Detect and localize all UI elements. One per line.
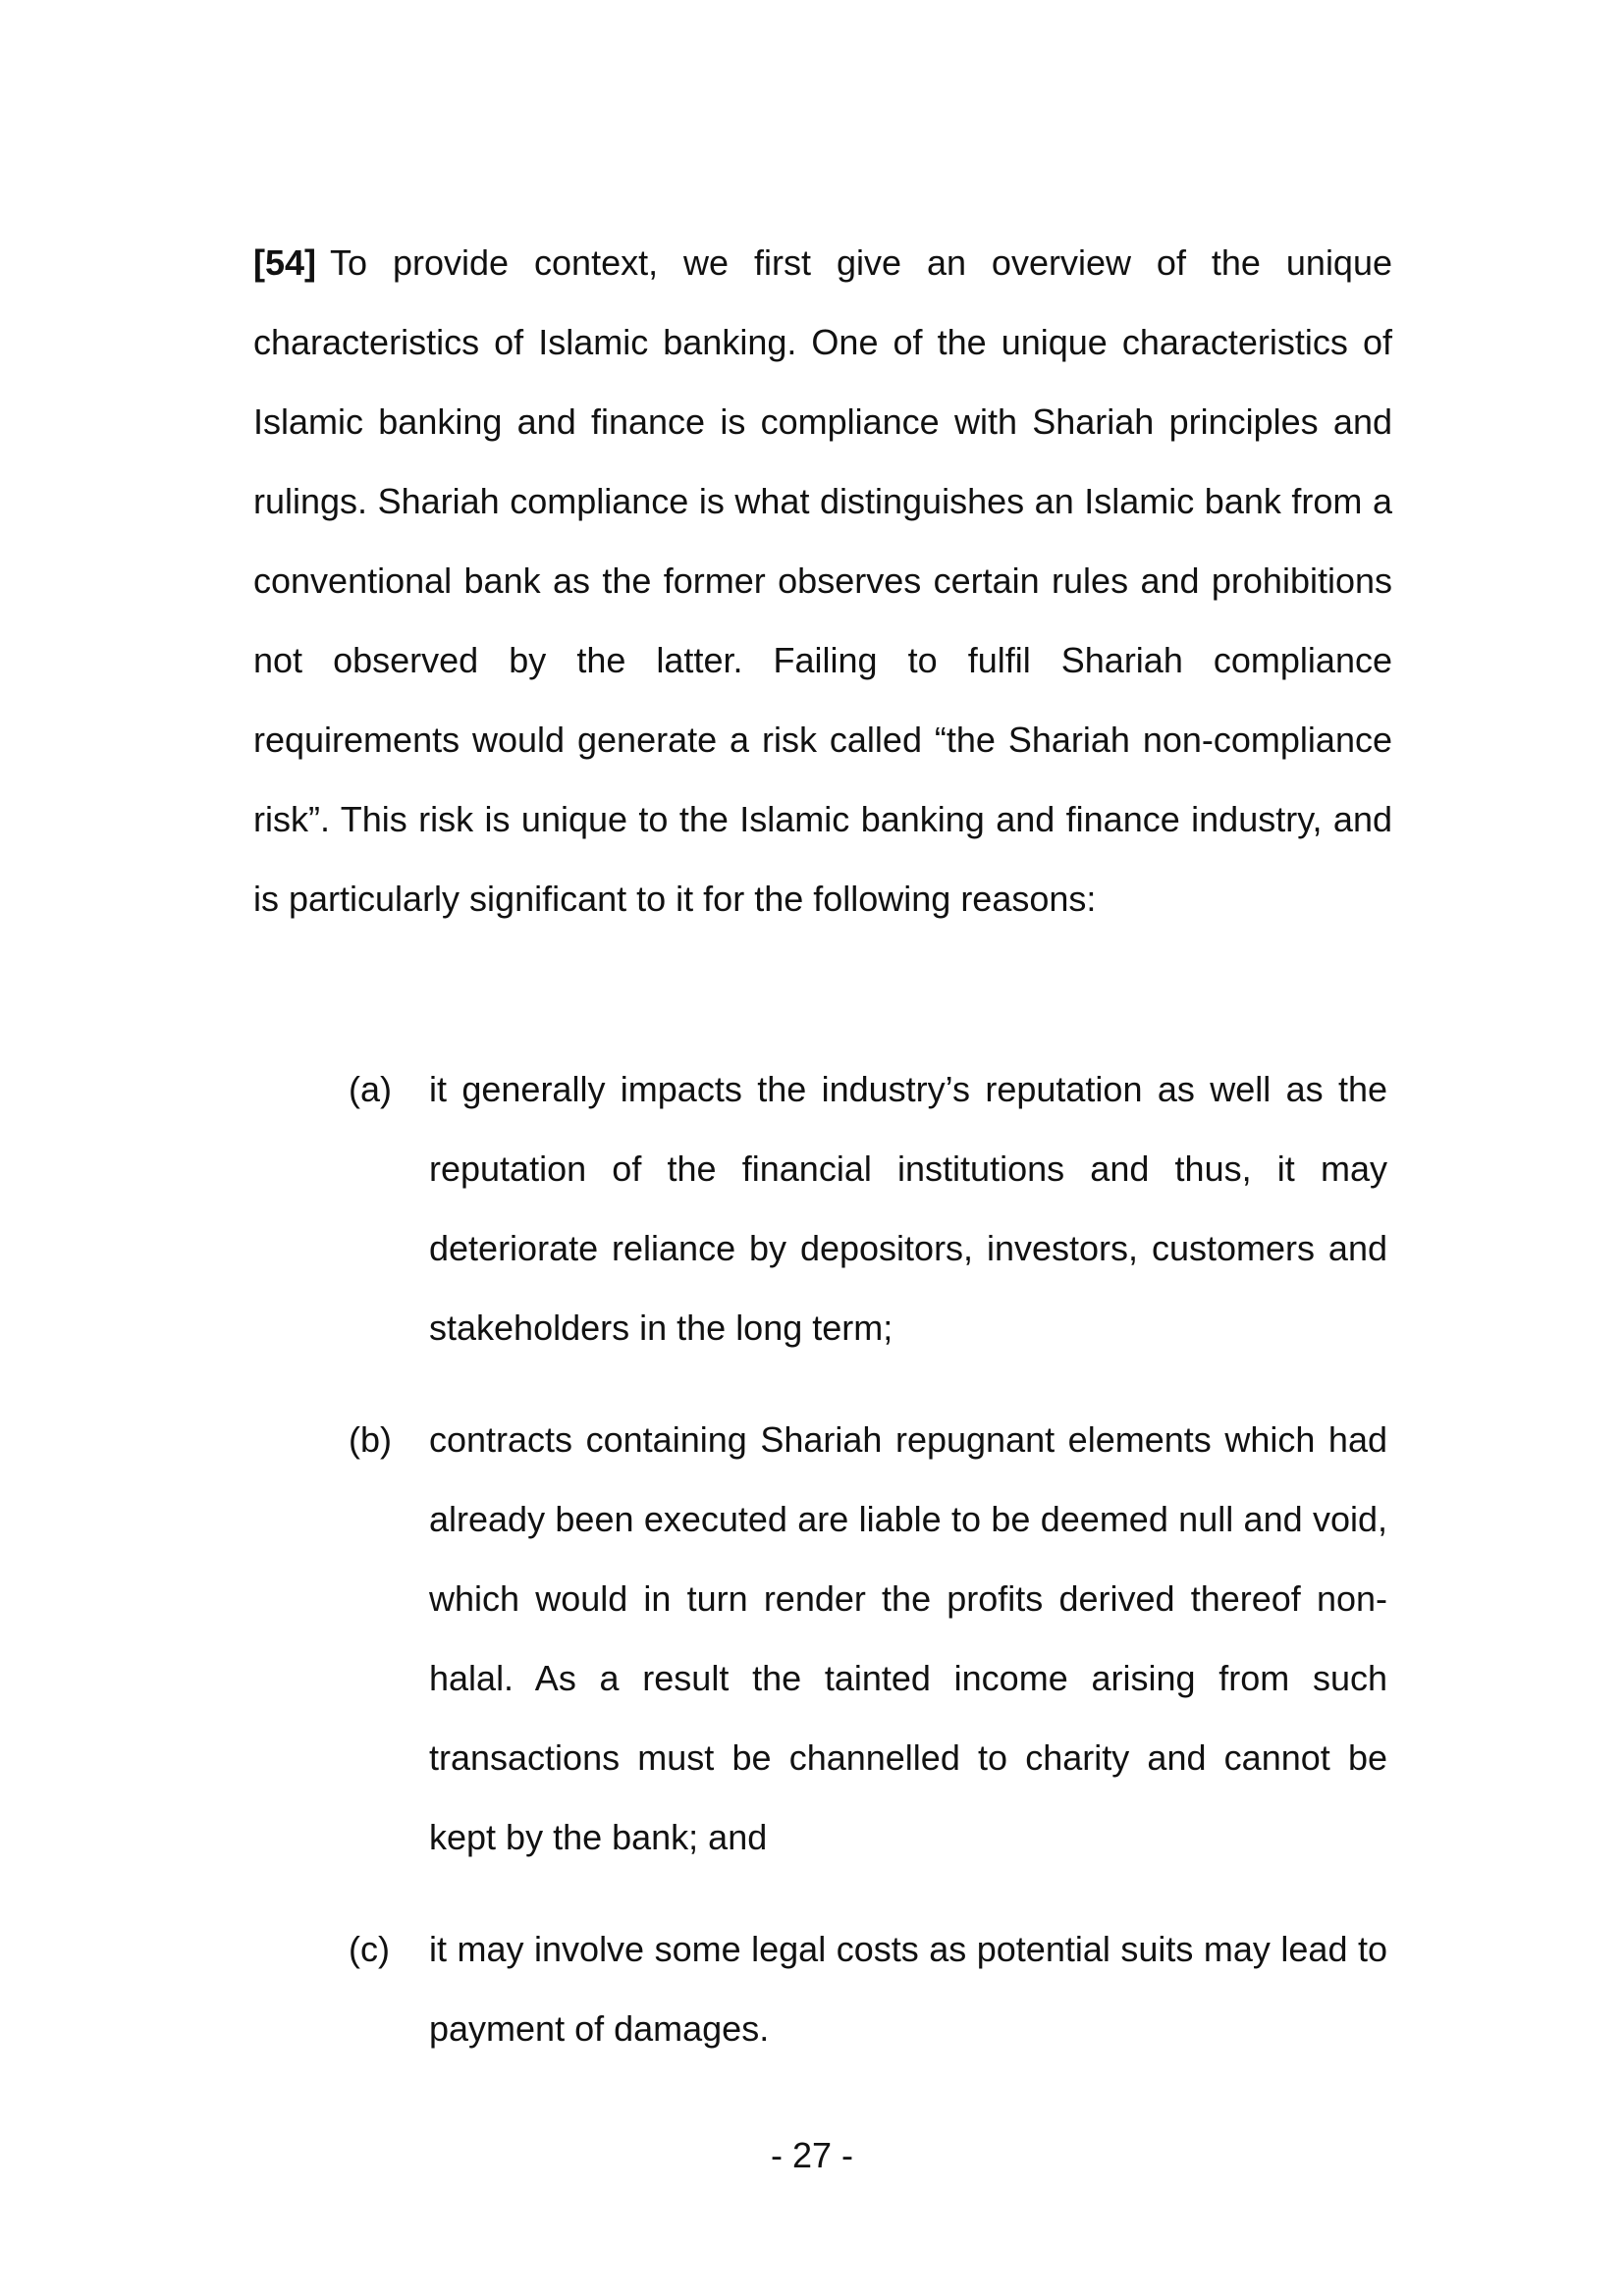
reason-text: contracts containing Shariah repugnant elements which had already been executed are liable to be deemed null and void, which would in turn render the profits derived thereof non-halal. As a result the tainted income arising from such transactions must be channelled to charity and cannot be kept by the bank; and bbox=[429, 1419, 1387, 1857]
page-number: - 27 - bbox=[770, 2135, 854, 2175]
paragraph-54 bbox=[253, 223, 1392, 938]
reason-label: (b) bbox=[349, 1419, 392, 1460]
paragraph-text: To provide context, we first give an overview of the unique characteristics of Islamic banking. One of the unique characteristics of Islamic banking and finance is compliance with Shariah principles and rulings. Shariah compliance is what distinguishes an Islamic bank from a conventional bank as the former observes certain rules and prohibitions not observed by the latter. Failing to fulfil Shariah compliance requirements would generate a risk called “the Shariah non-compliance risk”. This risk is unique to the Islamic banking and finance industry, and is particularly significant to it for the following reasons: bbox=[253, 242, 1392, 919]
reason-item-b bbox=[349, 1400, 1387, 1877]
paragraph-number: [54] bbox=[253, 242, 317, 283]
reason-text: it may involve some legal costs as potential suits may lead to payment of damages. bbox=[429, 1929, 1387, 2049]
reason-text: it generally impacts the industry’s reputation as well as the reputation of the financial institutions and thus, it may deteriorate reliance by depositors, investors, customers and stakeholders in the long term; bbox=[429, 1069, 1387, 1348]
reason-label: (c) bbox=[349, 1929, 390, 1969]
reason-item-a bbox=[349, 1049, 1387, 1367]
reason-label: (a) bbox=[349, 1069, 392, 1109]
reason-item-c bbox=[349, 1909, 1387, 2068]
